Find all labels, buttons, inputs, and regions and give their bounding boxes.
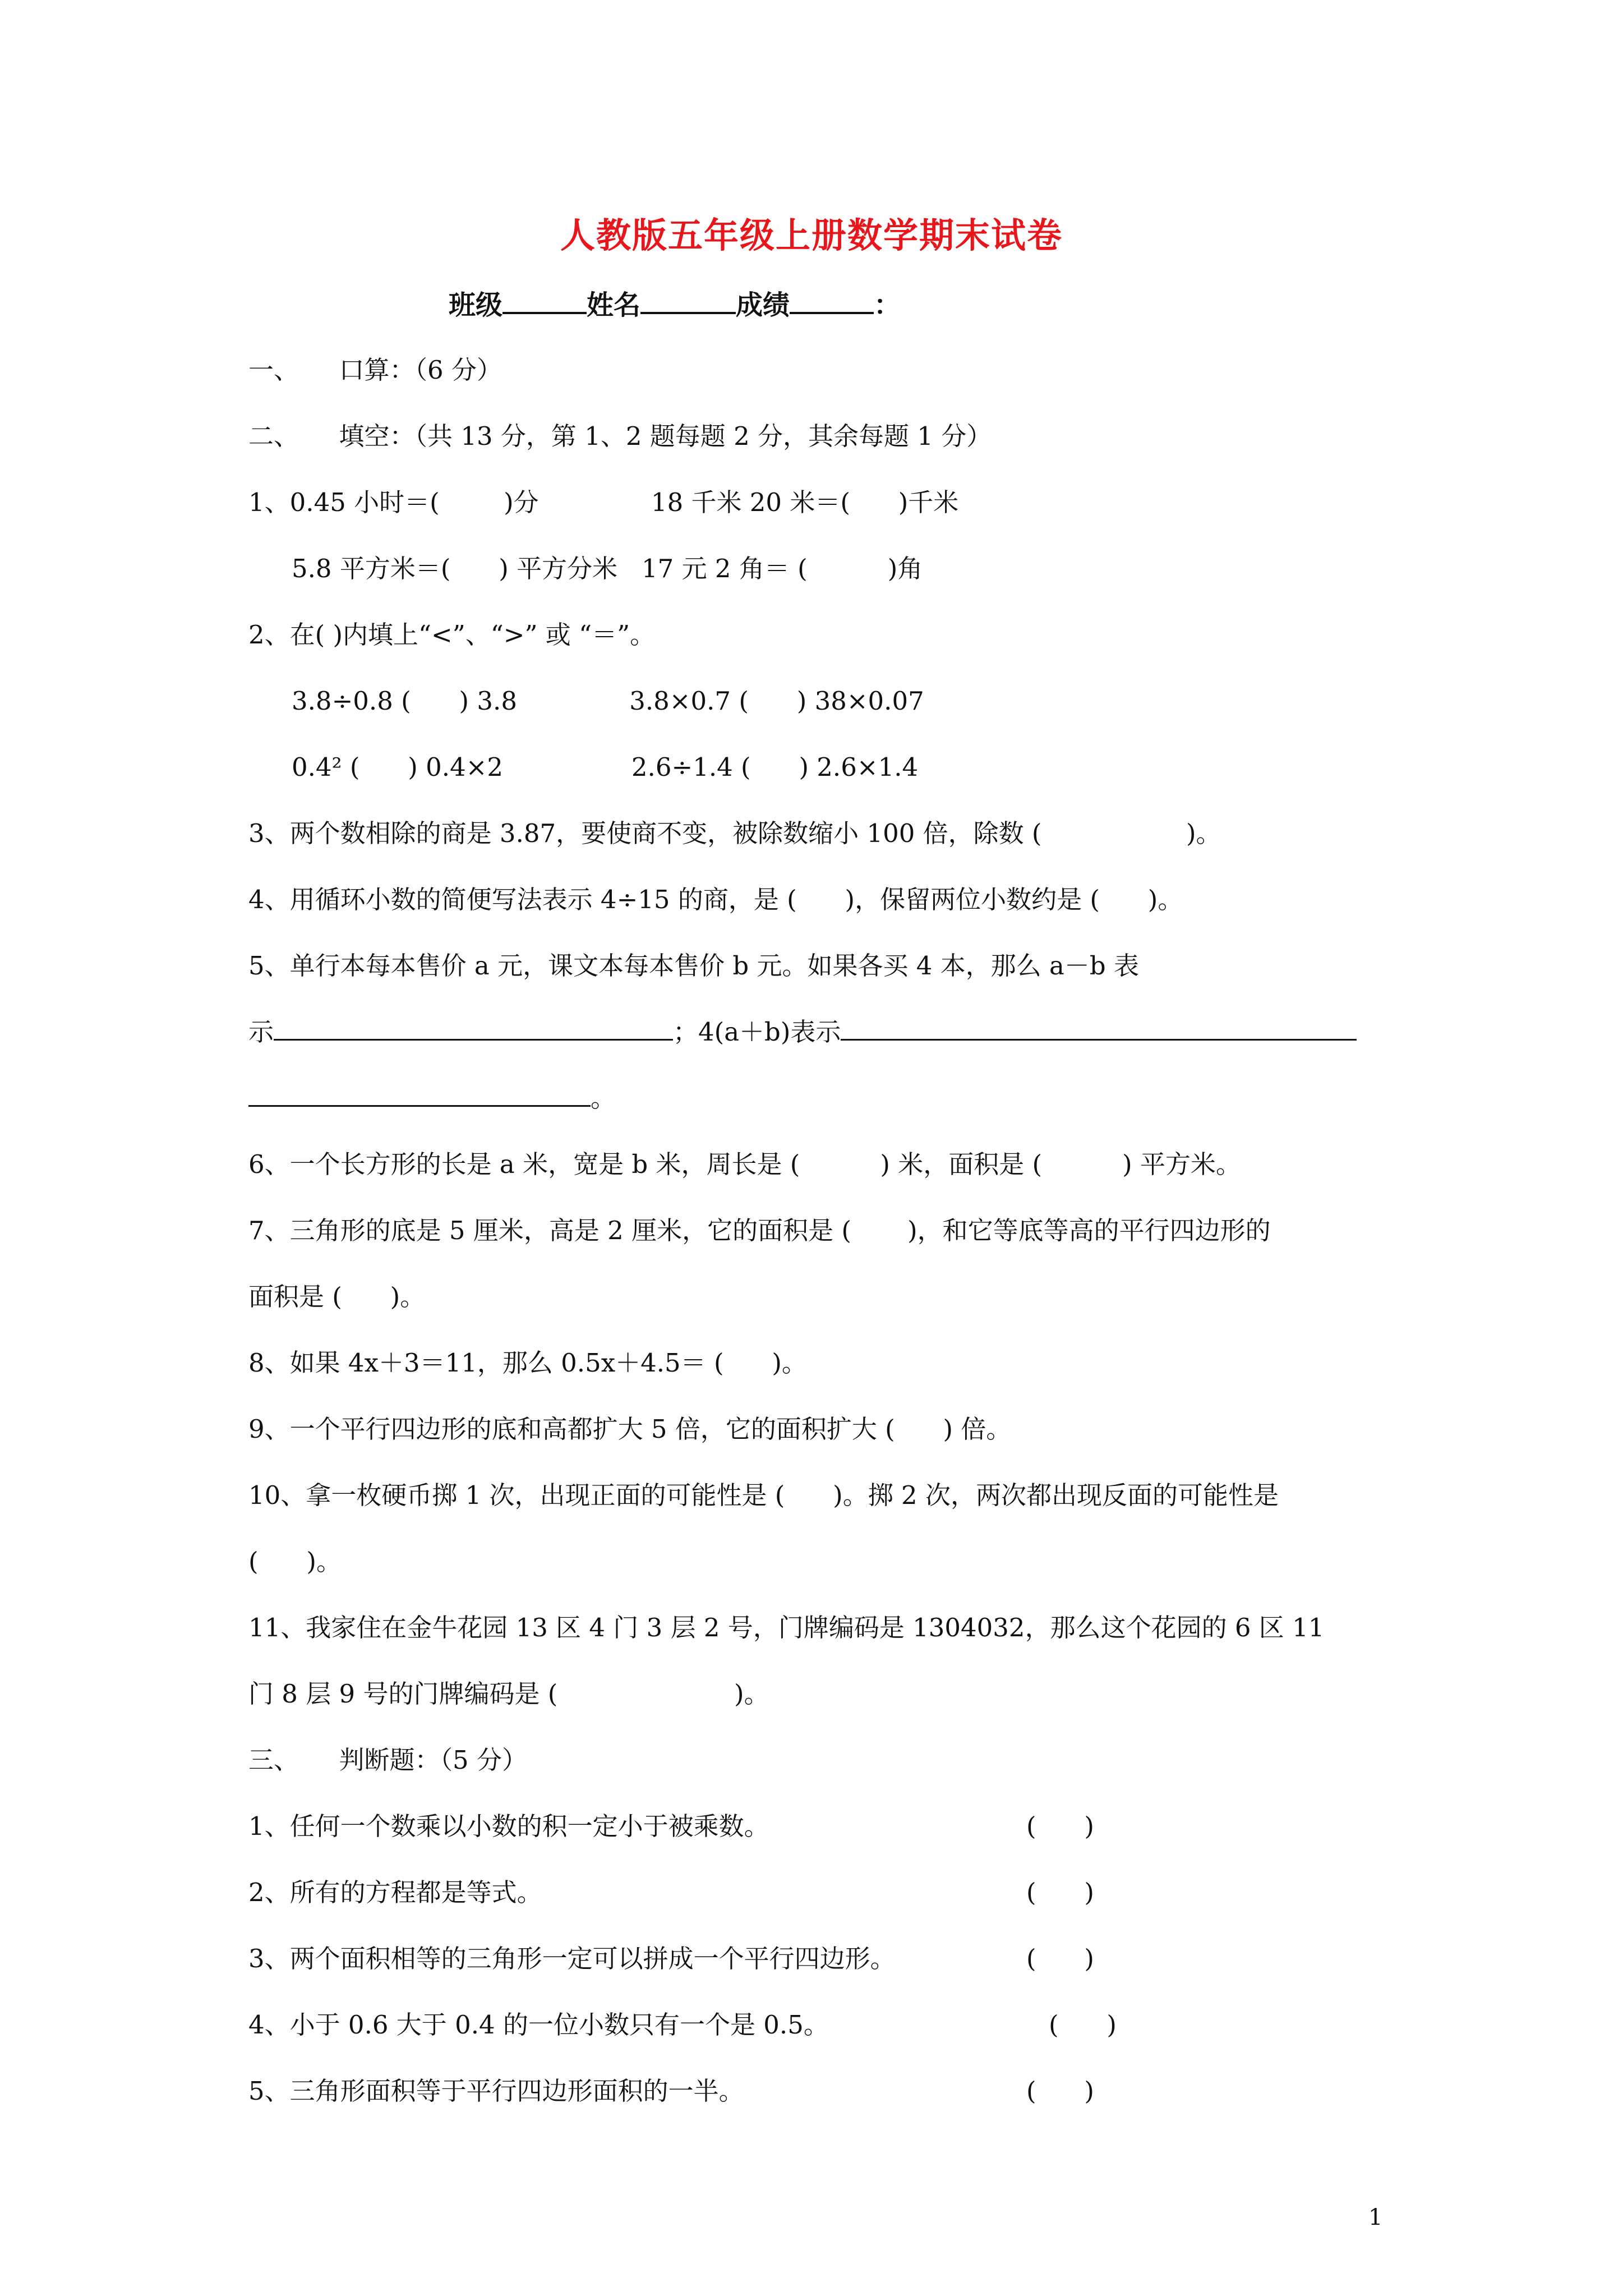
judge-question-4: 4、小于 0.6 大于 0.4 的一位小数只有一个是 0.5。	[248, 2010, 829, 2040]
question-5a: 5、单行本每本售价 a 元，课文本每本售价 b 元。如果各买 4 本，那么 a－b 表	[248, 951, 1139, 981]
question-2: 2、在( )内填上“<”、“>” 或 “＝”。	[248, 620, 656, 650]
judge-answer-paren: ( )	[1026, 1944, 1094, 1973]
page-number: 1	[1368, 2205, 1383, 2230]
judge-question-3: 3、两个面积相等的三角形一定可以拼成一个平行四边形。	[248, 1944, 896, 1973]
question-2b: 0.4² ( ) 0.4×2 2.6÷1.4 ( ) 2.6×1.4	[292, 752, 919, 782]
document-title: 人教版五年级上册数学期末试卷	[560, 215, 1063, 256]
question-11a: 11、我家住在金牛花园 13 区 4 门 3 层 2 号，门牌编码是 1304032，那么这个花园的 6 区 11	[248, 1613, 1325, 1642]
section-heading-fill-blank: 二、 填空：（共 13 分，第 1、2 题每题 2 分，其余每题 1 分）	[248, 421, 992, 451]
class-label: 班级	[449, 289, 503, 321]
score-blank	[790, 285, 874, 314]
name-blank	[640, 285, 736, 314]
judge-question-2: 2、所有的方程都是等式。	[248, 1878, 542, 1907]
answer-line	[274, 1016, 673, 1041]
name-label: 姓名	[587, 289, 641, 321]
question-11b: 门 8 层 9 号的门牌编码是 ( )。	[248, 1679, 769, 1709]
question-7b: 面积是 ( )。	[248, 1282, 426, 1312]
question-3: 3、两个数相除的商是 3.87，要使商不变，被除数缩小 100 倍，除数 ( )。	[248, 818, 1221, 848]
answer-line	[841, 1016, 1357, 1041]
judge-answer-paren: ( )	[1026, 1811, 1094, 1841]
section-heading-mental-math: 一、 口算：（6 分）	[248, 355, 502, 385]
q5-text-mid: ；4(a＋b)表示	[673, 1017, 841, 1047]
question-6: 6、一个长方形的长是 a 米，宽是 b 米，周长是 ( ) 米，面积是 ( ) 平方米。	[248, 1149, 1242, 1179]
judge-answer-paren: ( )	[1026, 2076, 1094, 2106]
question-1b: 5.8 平方米＝( ) 平方分米 17 元 2 角＝ ( )角	[292, 554, 923, 583]
question-4: 4、用循环小数的简便写法表示 4÷15 的商，是 ( )，保留两位小数约是 ( )。	[248, 885, 1183, 914]
student-info-line	[449, 285, 901, 325]
section-heading-true-false: 三、 判断题：（5 分）	[248, 1745, 527, 1775]
question-8: 8、如果 4x＋3＝11，那么 0.5x＋4.5＝ ( )。	[248, 1348, 807, 1378]
question-1a: 1、0.45 小时＝( )分 18 千米 20 米＝( )千米	[248, 487, 959, 517]
question-7a: 7、三角形的底是 5 厘米，高是 2 厘米，它的面积是 ( )，和它等底等高的平行四边形的	[248, 1216, 1271, 1245]
question-10a: 10、拿一枚硬币掷 1 次，出现正面的可能性是 ( )。掷 2 次，两次都出现反面的可能性是	[248, 1480, 1279, 1510]
judge-answer-paren: ( )	[1026, 1878, 1094, 1907]
judge-question-1: 1、任何一个数乘以小数的积一定小于被乘数。	[248, 1811, 769, 1841]
question-10b: ( )。	[248, 1547, 342, 1576]
q5-text-end: 。	[591, 1083, 616, 1113]
question-9: 9、一个平行四边形的底和高都扩大 5 倍，它的面积扩大 ( ) 倍。	[248, 1414, 1012, 1444]
judge-question-5: 5、三角形面积等于平行四边形面积的一半。	[248, 2076, 744, 2106]
info-end: ：	[874, 289, 901, 321]
judge-answer-paren: ( )	[1049, 2010, 1117, 2040]
question-2a: 3.8÷0.8 ( ) 3.8 3.8×0.7 ( ) 38×0.07	[292, 686, 924, 716]
question-5b	[248, 1015, 1357, 1049]
q5-text-start: 示	[248, 1017, 274, 1047]
score-label: 成绩	[736, 289, 790, 321]
answer-line	[248, 1083, 591, 1107]
question-5c	[248, 1082, 616, 1115]
class-blank	[502, 285, 587, 314]
